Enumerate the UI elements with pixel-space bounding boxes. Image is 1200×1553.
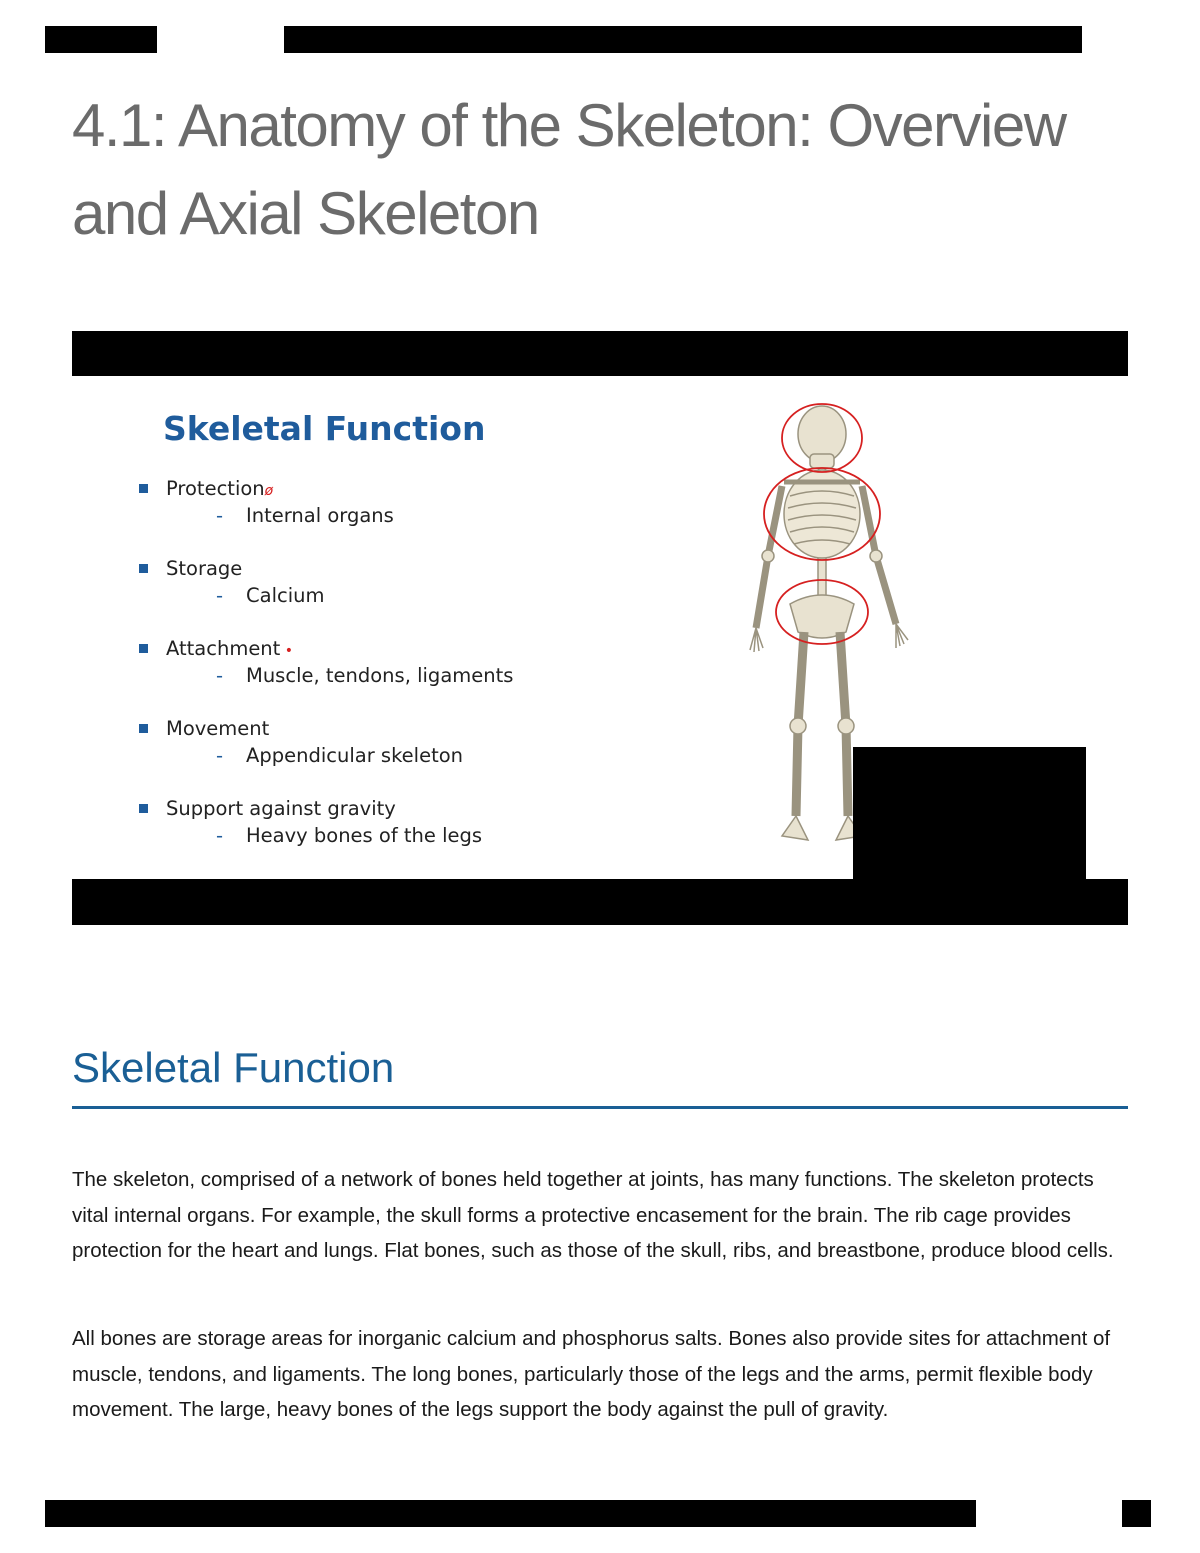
slide-title: Skeletal Function — [163, 409, 486, 448]
redacted-slide-logo-box — [853, 747, 1086, 907]
bullet-square-icon — [139, 564, 148, 573]
slide-bullet-support — [166, 797, 483, 847]
annotation-dot-icon: • — [280, 643, 294, 659]
bullet-sub — [216, 824, 483, 847]
bullet-label: Movement — [166, 717, 270, 740]
dash-icon: - — [216, 744, 224, 767]
dash-icon: - — [216, 504, 224, 527]
redacted-footer-left — [45, 1500, 976, 1527]
bullet-label: Support against gravity — [166, 797, 396, 820]
slide-bullet-movement — [166, 717, 464, 767]
bullet-sub — [216, 504, 394, 527]
slide-bullet-storage — [166, 557, 325, 607]
bullet-sub — [216, 744, 464, 767]
section-divider — [72, 1106, 1128, 1109]
page-title: 4.1: Anatomy of the Skeleton: Overview and Axial Skeleton — [72, 92, 1066, 247]
bullet-sub-label: Muscle, tendons, ligaments — [246, 664, 514, 687]
redacted-header-left — [45, 26, 157, 53]
annotation-mark-icon: ø — [264, 483, 274, 499]
body-paragraph-1: The skeleton, comprised of a network of bones held together at joints, has many functions. The skeleton protects vital internal organs. For example, the skull forms a protective encasement for the brain. The rib cage provides protection for the heart and lungs. Flat bones, such as those of the skull, ribs, and breastbone, produce blood cells. — [72, 1168, 1114, 1262]
bullet-square-icon — [139, 804, 148, 813]
bullet-sub — [216, 664, 514, 687]
slide-bullet-protection — [166, 477, 394, 527]
bullet-sub-label: Heavy bones of the legs — [246, 824, 483, 847]
bullet-sub-label: Internal organs — [246, 504, 394, 527]
redacted-footer-right — [1122, 1500, 1151, 1527]
bullet-label: Attachment — [166, 637, 281, 660]
bullet-sub-label: Appendicular skeleton — [246, 744, 464, 767]
dash-icon: - — [216, 824, 224, 847]
redacted-slide-top-bar — [72, 331, 1128, 377]
bullet-square-icon — [139, 644, 148, 653]
redacted-header-right — [284, 26, 1082, 53]
bullet-square-icon — [139, 724, 148, 733]
bullet-sub — [216, 584, 325, 607]
bullet-label: Storage — [166, 557, 243, 580]
bullet-square-icon — [139, 484, 148, 493]
body-paragraph-2: All bones are storage areas for inorganic calcium and phosphorus salts. Bones also provide sites for attachment of muscle, tendons, and ligaments. The long bones, particularly those of the legs and the arms, permit flexible body movement. The large, heavy bones of the legs support the body against the pull of gravity. — [72, 1327, 1111, 1421]
section-heading: Skeletal Function — [72, 1044, 395, 1091]
bullet-label: Protection — [166, 477, 265, 500]
dash-icon: - — [216, 584, 224, 607]
dash-icon: - — [216, 664, 224, 687]
bullet-sub-label: Calcium — [246, 584, 325, 607]
slide-bullet-attachment — [166, 637, 514, 687]
